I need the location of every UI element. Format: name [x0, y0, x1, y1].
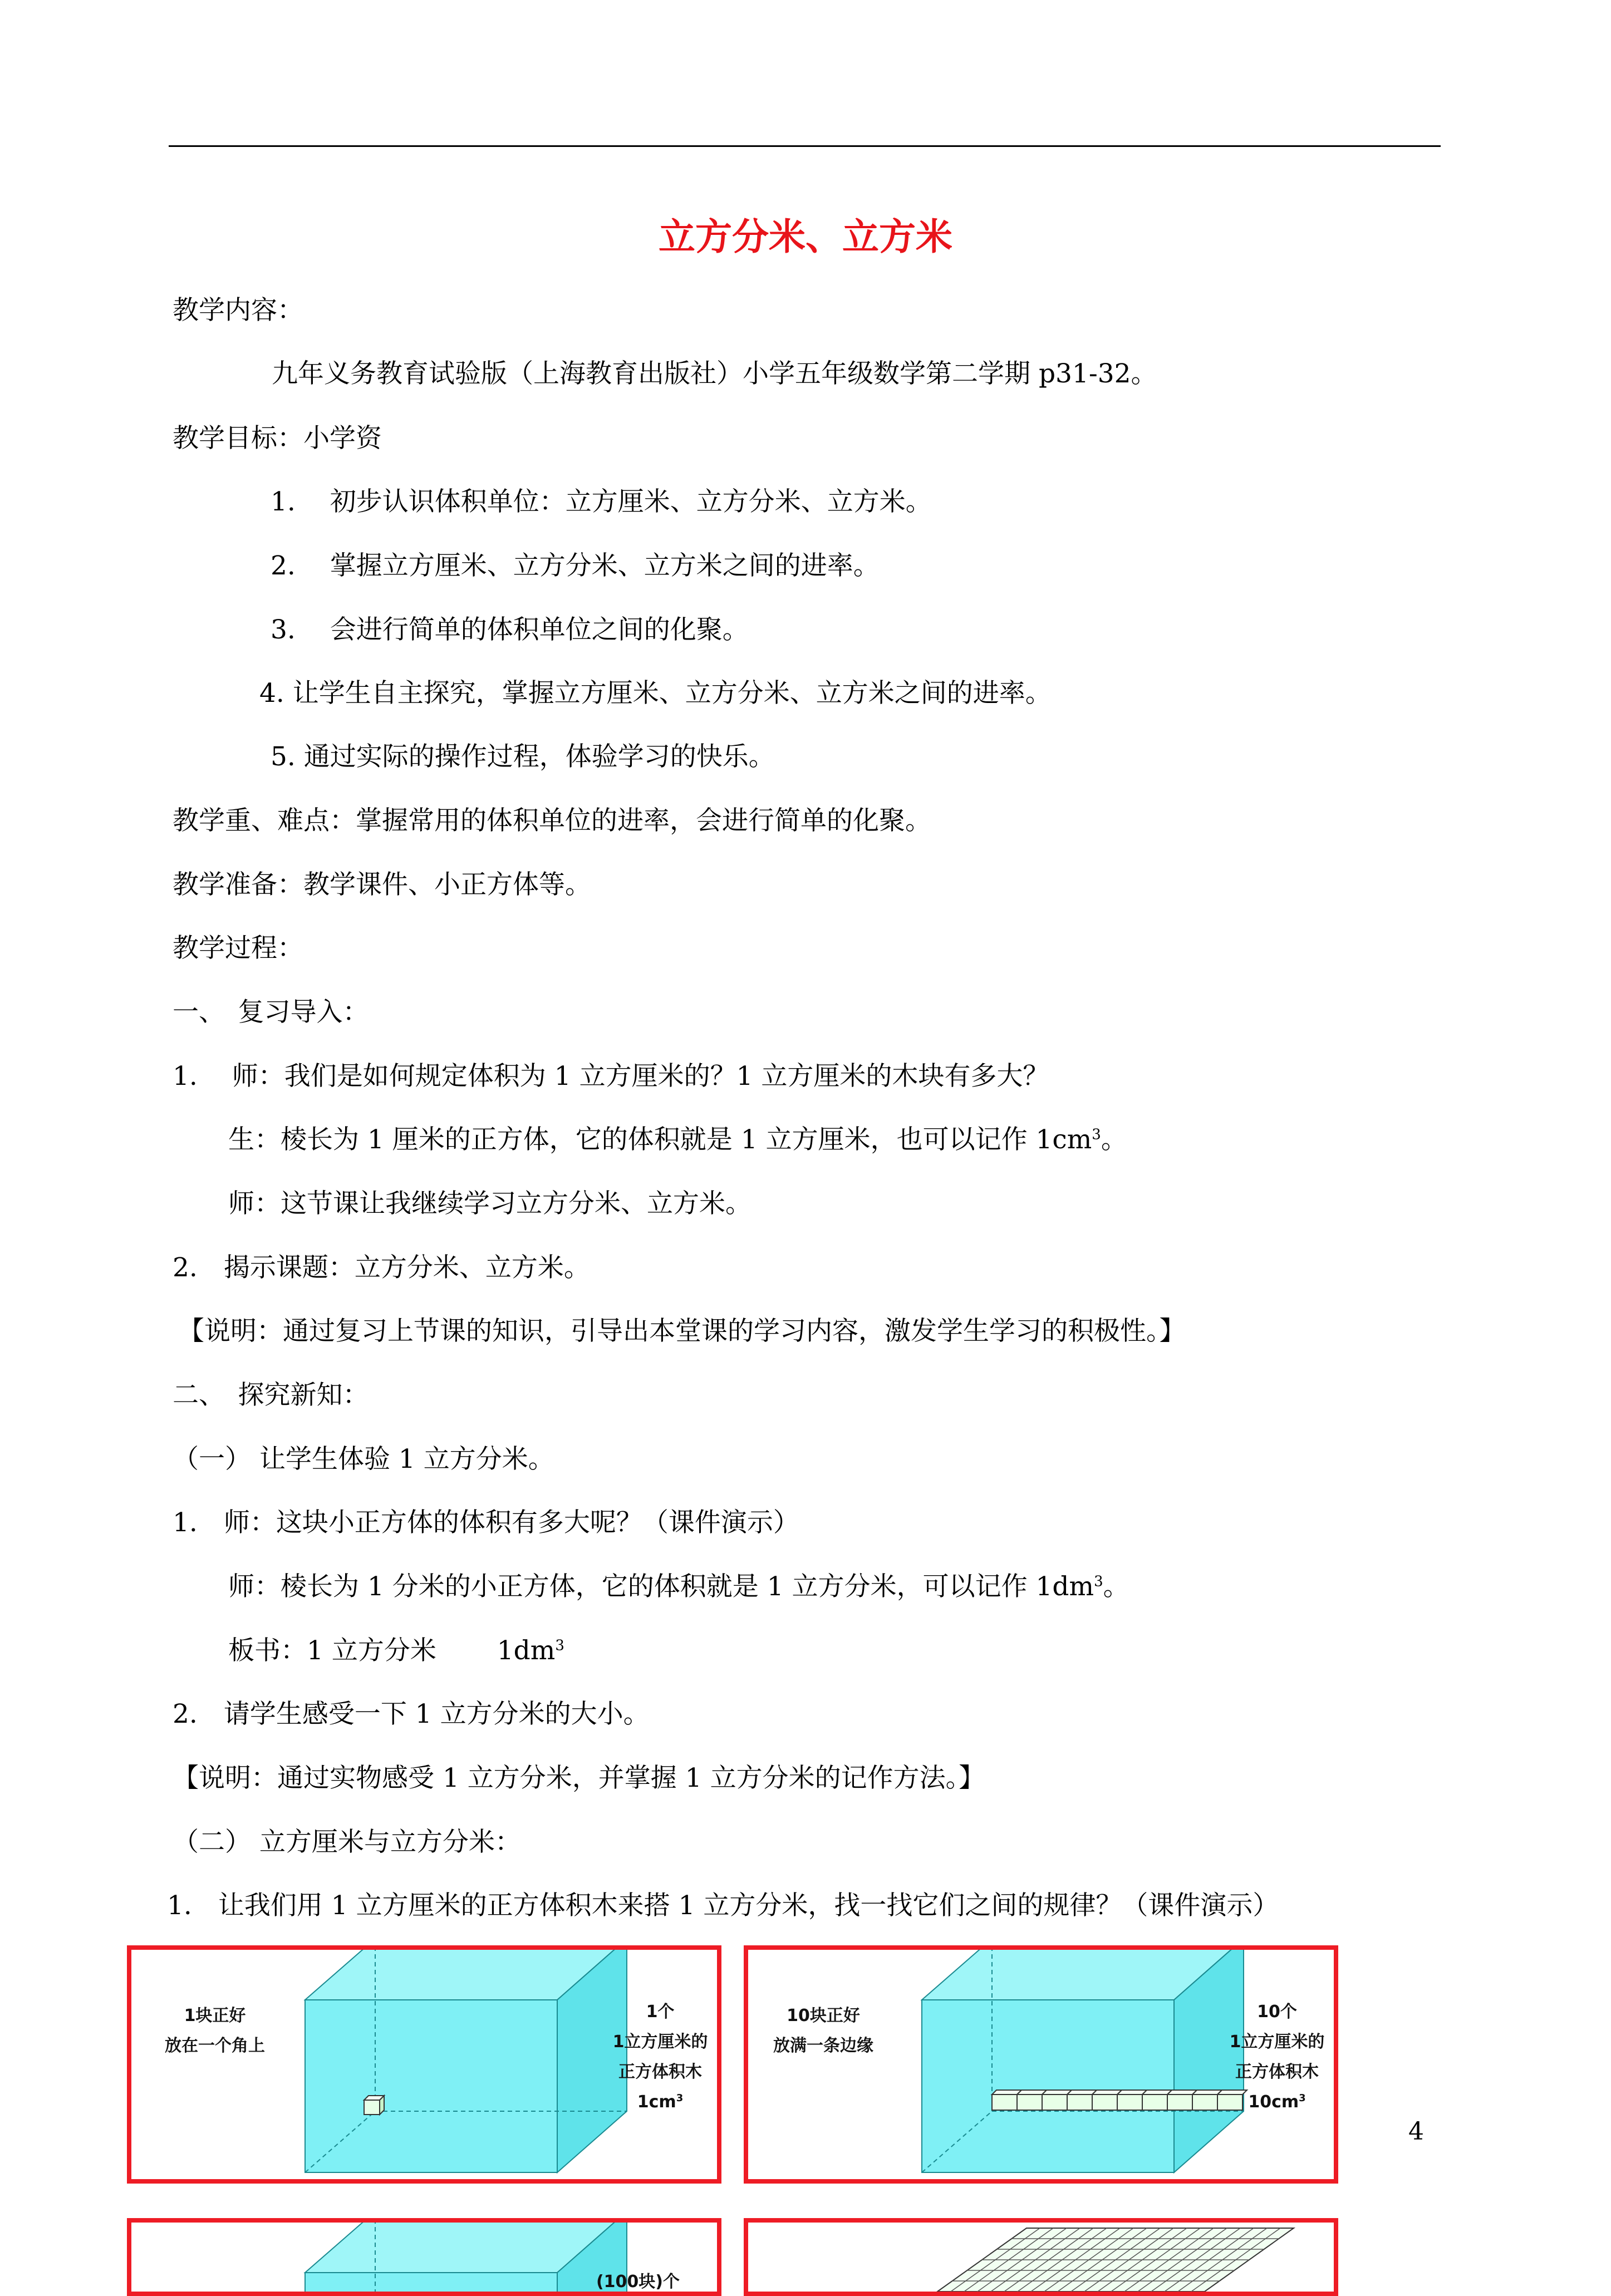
text-line: 5. 通过实际的操作过程，体验学习的快乐。 [271, 741, 775, 772]
text-line: （二） 立方厘米与立方分米： [173, 1827, 521, 1857]
text-line: 生：棱长为 1 厘米的正方体，它的体积就是 1 立方厘米，也可以记作 $1cm^3$。 [228, 1124, 1127, 1155]
panel-right-text: 1个 1立方厘米的 正方体积木 $1cm^3$ [612, 2002, 708, 2112]
page-number: 4 [1408, 2117, 1424, 2146]
text-line: 4. 让学生自主探究，掌握立方厘米、立方分米、立方米之间的进率。 [259, 678, 1052, 709]
text-line: 二、 探究新知： [173, 1380, 369, 1410]
grid-layer-icon [937, 2228, 1294, 2292]
text-line: 2. 掌握立方厘米、立方分米、立方米之间的进率。 [271, 550, 880, 581]
text-line: 一、 复习导入： [173, 997, 369, 1027]
figure-panel-one-cube [127, 1945, 721, 2184]
cube-row-icon [992, 2090, 1247, 2110]
text-line: 师：棱长为 1 分米的小正方体，它的体积就是 1 立方分米，可以记作 $1dm^3$。 [228, 1571, 1129, 1602]
header-rule [169, 145, 1441, 147]
text-line: 1. 让我们用 1 立方厘米的正方体积木来搭 1 立方分米，找一找它们之间的规律？（课件演示） [167, 1890, 1279, 1921]
text-line: 教学准备：教学课件、小正方体等。 [173, 869, 591, 900]
text-line: 教学目标：小学资 [173, 423, 382, 454]
text-line: 3. 会进行简单的体积单位之间的化聚。 [271, 614, 749, 645]
text-line: 教学内容： [173, 295, 303, 326]
note-line: 【说明：通过实物感受 1 立方分米，并掌握 1 立方分米的记作方法。】 [173, 1763, 985, 1793]
panel-right-text: (100块)个 [596, 2272, 680, 2292]
text-line: 2. 揭示课题：立方分米、立方米。 [173, 1252, 590, 1283]
text-line: 1. 初步认识体积单位：立方厘米、立方分米、立方米。 [271, 486, 932, 517]
panel-right-text: 10个 1立方厘米的 正方体积木 $10cm^3$ [1229, 2002, 1325, 2112]
text-line: 板书：1 立方分米 $1dm^3$ [228, 1635, 564, 1666]
figure-panel-ten-cubes [744, 1945, 1338, 2184]
panel-left-text: 1块正好 放在一个角上 [165, 2006, 265, 2056]
figure-panel-layer [127, 2218, 721, 2296]
text-line: 九年义务教育试验版（上海教育出版社）小学五年级数学第二学期 p31-32。 [272, 358, 1157, 389]
text-line: 2. 请学生感受一下 1 立方分米的大小。 [173, 1699, 650, 1729]
text-line: 1. 师：这块小正方体的体积有多大呢？（课件演示） [173, 1507, 799, 1538]
note-line: 【说明：通过复习上节课的知识，引导出本堂课的学习内容，激发学生学习的积极性。】 [178, 1316, 1186, 1346]
page-title: 立方分米、立方米 [659, 215, 952, 258]
text-line: （一） 让学生体验 1 立方分米。 [173, 1444, 554, 1474]
figure-panel-grid [744, 2218, 1338, 2296]
small-cube-icon [364, 2096, 384, 2115]
text-line: 教学过程： [173, 933, 303, 963]
text-line: 师：这节课让我继续学习立方分米、立方米。 [228, 1188, 752, 1219]
grid-cube-diagram [748, 2223, 1334, 2292]
text-line: 1. 师：我们是如何规定体积为 1 立方厘米的？1 立方厘米的木块有多大？ [173, 1061, 1049, 1092]
panel-left-text: 10块正好 放满一条边缘 [773, 2006, 873, 2056]
text-line: 教学重、难点：掌握常用的体积单位的进率，会进行简单的化聚。 [173, 805, 931, 836]
